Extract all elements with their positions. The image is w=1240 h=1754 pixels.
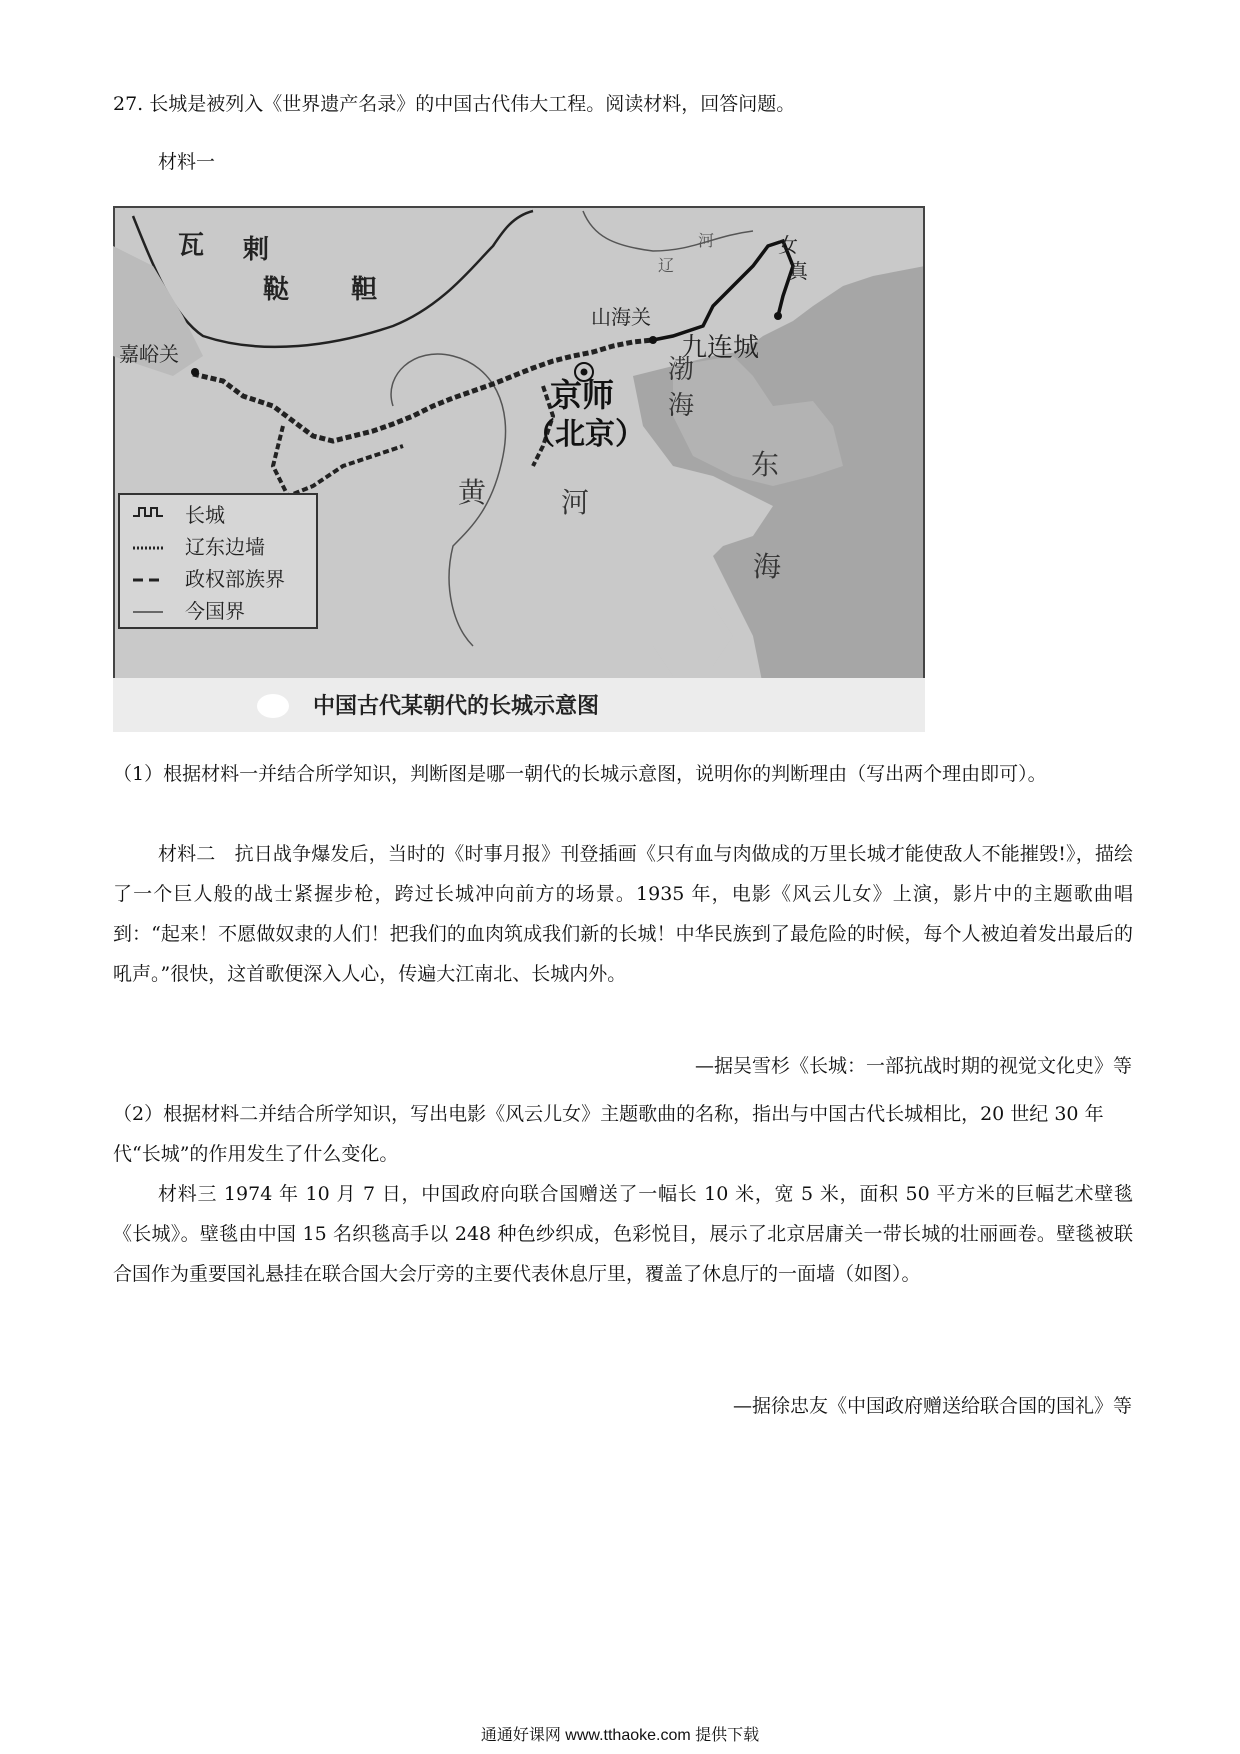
question-title: 27. 长城是被列入《世界遗产名录》的中国古代伟大工程。阅读材料，回答问题。 (113, 93, 796, 115)
great-wall-map (113, 206, 925, 732)
legend-border: 今国界 (185, 599, 245, 623)
label-jiayuguan: 嘉峪关 (119, 342, 179, 366)
label-beijing: （北京） (525, 417, 645, 452)
label-huang: 黄 (458, 476, 487, 509)
label-dada-2: 靼 (351, 275, 378, 305)
label-bohai-1: 渤 (668, 355, 695, 385)
caption-blot (257, 694, 289, 718)
legend-wall: 长城 (185, 503, 225, 527)
map-legend (119, 494, 317, 628)
map-caption: 中国古代某朝代的长城示意图 (313, 694, 600, 719)
label-dada-1: 鞑 (263, 275, 290, 305)
material-2-source: —据吴雪杉《长城：一部抗战时期的视觉文化史》等 (694, 1055, 1132, 1077)
label-wala-1: 瓦 (178, 231, 205, 261)
label-nvzhen-1: 女 (778, 233, 798, 257)
label-jiuliancheng: 九连城 (681, 333, 760, 363)
legend-tribe: 政权部族界 (185, 567, 285, 591)
label-shanhaiguan: 山海关 (591, 305, 651, 329)
label-he: 河 (561, 486, 590, 519)
sub-question-1: （1）根据材料一并结合所学知识，判断图是哪一朝代的长城示意图，说明你的判断理由（写出两个理由即可）。 (113, 763, 1047, 785)
label-nvzhen-2: 真 (788, 259, 808, 283)
page-footer: 通通好课网 www.tthaoke.com 提供下载 (480, 1727, 760, 1744)
capital-dot (581, 369, 588, 376)
sub-question-2: （2）根据材料二并结合所学知识，写出电影《风云儿女》主题歌曲的名称，指出与中国古代长城相比，20 世纪 30 年代“长城”的作用发生了什么变化。 (113, 1103, 1104, 1165)
shanhaiguan-dot (649, 336, 657, 344)
label-liao-river: 河 (698, 231, 715, 250)
legend-liaodong: 辽东边墙 (185, 535, 265, 559)
jiuliancheng-dot (774, 312, 782, 320)
material-2: 材料二 抗日战争爆发后，当时的《时事月报》刊登插画《只有血与肉做成的万里长城才能使敌人不能摧毁!》，描绘了一个巨人般的战士紧握步枪，跨过长城冲向前方的场景。1935 年，电影《风云儿女》上演，影片中的主题歌曲唱到：“起来！不愿做奴隶的人们！把我们的血肉筑成我们新的长城！中华民族到了最危险的时候，每个人被迫着发出最后的吼声。”很快，这首歌便深入人心，传遍大江南北、长城内外。 (113, 843, 1133, 985)
label-donghai-2: 海 (753, 550, 782, 583)
label-donghai-1: 东 (751, 448, 780, 481)
label-wala-2: 剌 (243, 235, 270, 265)
label-jingshi: 京师 (550, 376, 615, 414)
material-3: 材料三 1974 年 10 月 7 日，中国政府向联合国赠送了一幅长 10 米，宽 5 米，面积 50 平方米的巨幅艺术壁毯《长城》。壁毯由中国 15 名织毯高手以 248 种色纱织成，色彩悦目，展示了北京居庸关一带长城的壮丽画卷。壁毯被联合国作为重要国礼悬挂在联合国大会厅旁的主要代表休息厅里，覆盖了休息厅的一面墙（如图）。 (113, 1183, 1133, 1285)
jiayuguan-dot (191, 368, 199, 376)
label-liao: 辽 (658, 256, 675, 275)
material1-label: 材料一 (158, 151, 216, 173)
label-bohai-2: 海 (668, 391, 695, 421)
material-3-source: —据徐忠友《中国政府赠送给联合国的国礼》等 (732, 1395, 1132, 1417)
